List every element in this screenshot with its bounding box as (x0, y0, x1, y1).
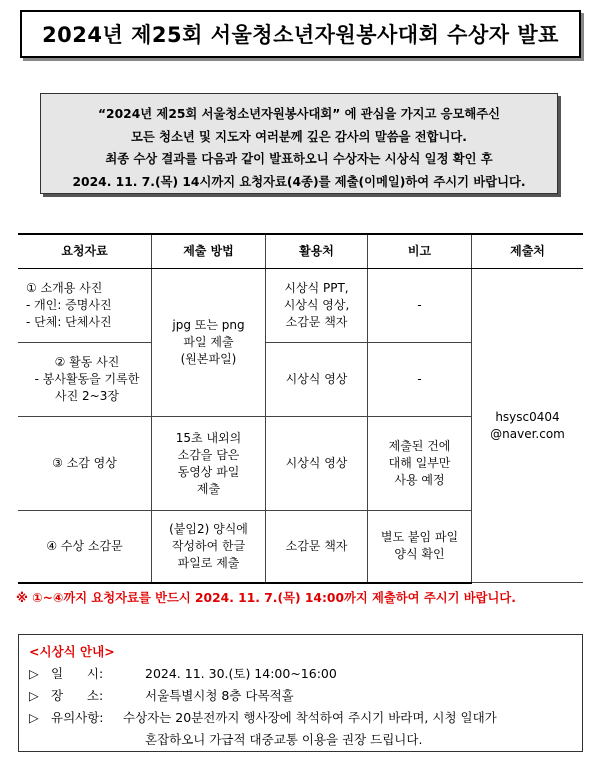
ceremony-value: 수상자는 20분전까지 행사장에 착석하여 주시기 바라며, 시청 일대가 (123, 710, 497, 725)
remark-cell: 별도 붙임 파일 양식 확인 (368, 511, 472, 583)
ceremony-info (18, 634, 583, 752)
intro-message (40, 93, 558, 194)
ceremony-label: 장 소: (51, 688, 104, 703)
header-usage: 활용처 (266, 234, 368, 269)
ceremony-label: 유의사항: (51, 710, 104, 725)
method-cell: jpg 또는 png 파일 제출 (원본파일) (152, 269, 266, 417)
usage-cell: 소감문 책자 (266, 511, 368, 583)
ceremony-value: 2024. 11. 30.(토) 14:00~16:00 (145, 666, 337, 681)
usage-cell: 시상식 PPT, 시상식 영상, 소감문 책자 (266, 269, 368, 343)
ceremony-value: 서울특별시청 8층 다목적홀 (145, 688, 294, 703)
deadline-note: ※ ①~④까지 요청자료를 반드시 2024. 11. 7.(목) 14:00까지 제출하여 주시기 바랍니다. (16, 591, 516, 605)
header-method: 제출 방법 (152, 234, 266, 269)
table-row (18, 269, 583, 343)
ceremony-item-date (29, 663, 572, 685)
ceremony-notice-continuation: 혼잡하오니 가급적 대중교통 이용을 권장 드립니다. (145, 732, 423, 747)
triangle-bullet-icon: ▷ (29, 710, 39, 725)
triangle-bullet-icon: ▷ (29, 688, 39, 703)
remark-cell: - (368, 343, 472, 417)
method-cell: (붙임2) 양식에 작성하여 한글 파일로 제출 (152, 511, 266, 583)
usage-cell: 시상식 영상 (266, 343, 368, 417)
remark-cell: - (368, 269, 472, 343)
intro-line: 모든 청소년 및 지도자 여러분께 깊은 감사의 말씀을 전합니다. (131, 129, 467, 144)
table-header-row (18, 234, 583, 269)
submit-email: hsysc0404 @naver.com (472, 269, 584, 583)
intro-line: 최종 수상 결과를 다음과 같이 발표하오니 수상자는 시상식 일정 확인 후 (105, 152, 493, 166)
intro-line: 2024. 11. 7.(목) 14시까지 요청자료(4종)를 제출(이메일)하여 주시기 바랍니다. (72, 174, 526, 189)
ceremony-label: 일 시: (51, 666, 104, 681)
page-title: 2024년 제25회 서울청소년자원봉사대회 수상자 발표 (20, 10, 581, 58)
remark-cell: 제출된 건에 대해 일부만 사용 예정 (368, 417, 472, 511)
usage-cell: 시상식 영상 (266, 417, 368, 511)
intro-line: “2024년 제25회 서울청소년자원봉사대회” 에 관심을 가지고 응모해주신 (97, 107, 501, 121)
material-cell: ① 소개용 사진 - 개인: 증명사진 - 단체: 단체사진 (18, 269, 152, 343)
method-cell: 15초 내외의 소감을 담은 동영상 파일 제출 (152, 417, 266, 511)
header-submit-to: 제출처 (472, 234, 584, 269)
material-cell: ② 활동 사진 - 봉사활동을 기록한 사진 2~3장 (18, 343, 152, 417)
header-remark: 비고 (368, 234, 472, 269)
request-materials-table (18, 233, 583, 584)
material-cell: ③ 소감 영상 (18, 417, 152, 511)
ceremony-item-place (29, 685, 572, 707)
ceremony-title: <시상식 안내> (29, 644, 115, 659)
material-cell: ④ 수상 소감문 (18, 511, 152, 583)
ceremony-item-notice (29, 707, 572, 729)
triangle-bullet-icon: ▷ (29, 666, 39, 681)
header-material: 요청자료 (18, 234, 152, 269)
